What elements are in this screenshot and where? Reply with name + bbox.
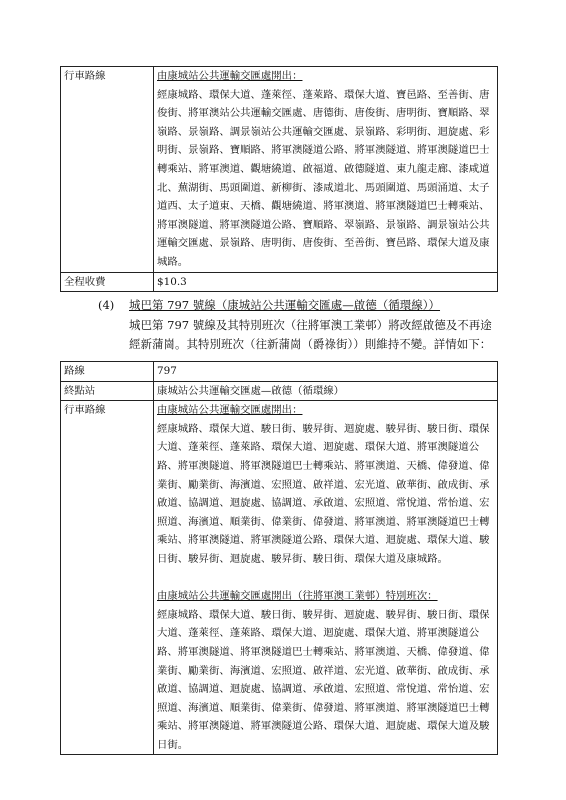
table-row [61, 67, 498, 273]
section-paragraph: 城巴第 797 號線及其特別班次（往將軍澳工業邨）將改經啟德及不再途經新蒲崗。其特別班次（往新蒲崗（爵祿街））則維持不變。詳情如下： [129, 318, 492, 351]
route-label-cell: 行車路線 [61, 401, 154, 755]
route-description: 經康城路、環保大道、蓬萊徑、蓬萊路、環保大道、寶邑路、至善街、唐俊街、將軍澳站公共運輸交匯處、唐德街、唐俊街、唐明街、寶順路、翠嶺路、景嶺路、調景嶺站公共運輸交匯處、景嶺路、彩明街、迴旋處、彩明街、景嶺路、寶順路、將軍澳隧道公路、將軍澳隧道、將軍澳隧道巴士轉乘站、將軍澳道、觀塘繞道、啟福道、啟德隧道、東九龍走廊、漆咸道北、蕪湖街、馬頭圍道、新柳街、漆咸道北、馬頭圍道、馬頭涌道、太子道西、太子道東、天橋、觀塘繞道、將軍澳道、將軍澳隧道巴士轉乘站、將軍澳隧道、將軍澳隧道公路、寶順路、翠嶺路、景嶺路、調景嶺站公共運輸交匯處、景嶺路、唐明街、唐俊街、至善街、寶邑路、環保大道及康城路。 [157, 88, 490, 268]
table-row [61, 381, 498, 401]
route-heading: 由康城站公共運輸交匯處開出： [157, 404, 303, 417]
route-table-previous [60, 66, 498, 292]
table-row [61, 362, 498, 382]
route-detail-cell [154, 67, 498, 273]
table-row [61, 272, 498, 292]
fare-label-cell: 全程收費 [61, 272, 154, 292]
fare-value-cell: $10.3 [154, 272, 498, 292]
route-no-value-cell: 797 [154, 362, 498, 382]
section-title: 城巴第 797 號線（康城站公共運輸交匯處—啟德（循環線）） [129, 298, 441, 312]
route-description: 經康城路、環保大道、駿日街、駿昇街、迴旋處、駿昇街、駿日街、環保大道、蓬萊徑、蓬萊路、環保大道、迴旋處、環保大道、將軍澳隧道公路、將軍澳隧道、將軍澳隧道巴士轉乘站、將軍澳道、天橋、偉發道、偉業街、勵業街、海濱道、宏照道、啟祥道、宏光道、啟華街、啟成街、承啟道、協調道、迴旋處、協調道、承啟道、宏照道、常悅道、常怡道、宏照道、海濱道、順業街、偉業街、偉發道、將軍澳道、將軍澳隧道巴士轉乘站、將軍澳隧道、將軍澳隧道公路、環保大道、迴旋處、環保大道、駿日街、駿昇街、迴旋處、駿昇街、駿日街、環保大道及康城路。 [157, 422, 490, 565]
table-row [61, 401, 498, 755]
section-number: (4) [98, 298, 115, 312]
route-label-cell: 行車路線 [61, 67, 154, 273]
spacer [157, 569, 494, 588]
route-table-797 [60, 361, 498, 755]
route-heading: 由康城站公共運輸交匯處開出： [157, 70, 303, 82]
terminus-value-cell: 康城站公共運輸交匯處—啟德（循環線） [154, 381, 498, 401]
special-trip-heading: 由康城站公共運輸交匯處開出（往將軍澳工業邨）特別班次： [157, 590, 438, 603]
route-no-label-cell: 路線 [61, 362, 154, 382]
special-trip-description: 經康城路、環保大道、駿日街、駿昇街、迴旋處、駿昇街、駿日街、環保大道、蓬萊徑、蓬萊路、環保大道、迴旋處、環保大道、將軍澳隧道公路、將軍澳隧道、將軍澳隧道巴士轉乘站、將軍澳道、天橋、偉發道、偉業街、勵業街、海濱道、宏照道、啟祥道、宏光道、啟華街、啟成街、承啟道、協調道、迴旋處、協調道、承啟道、宏照道、常悅道、常怡道、宏照道、海濱道、順業街、偉業街、偉發道、將軍澳道、將軍澳隧道巴士轉乘站、將軍澳隧道、將軍澳隧道公路、環保大道、迴旋處、環保大道及駿日街。 [157, 608, 490, 751]
route-detail-cell [154, 401, 498, 755]
terminus-label-cell: 終點站 [61, 381, 154, 401]
